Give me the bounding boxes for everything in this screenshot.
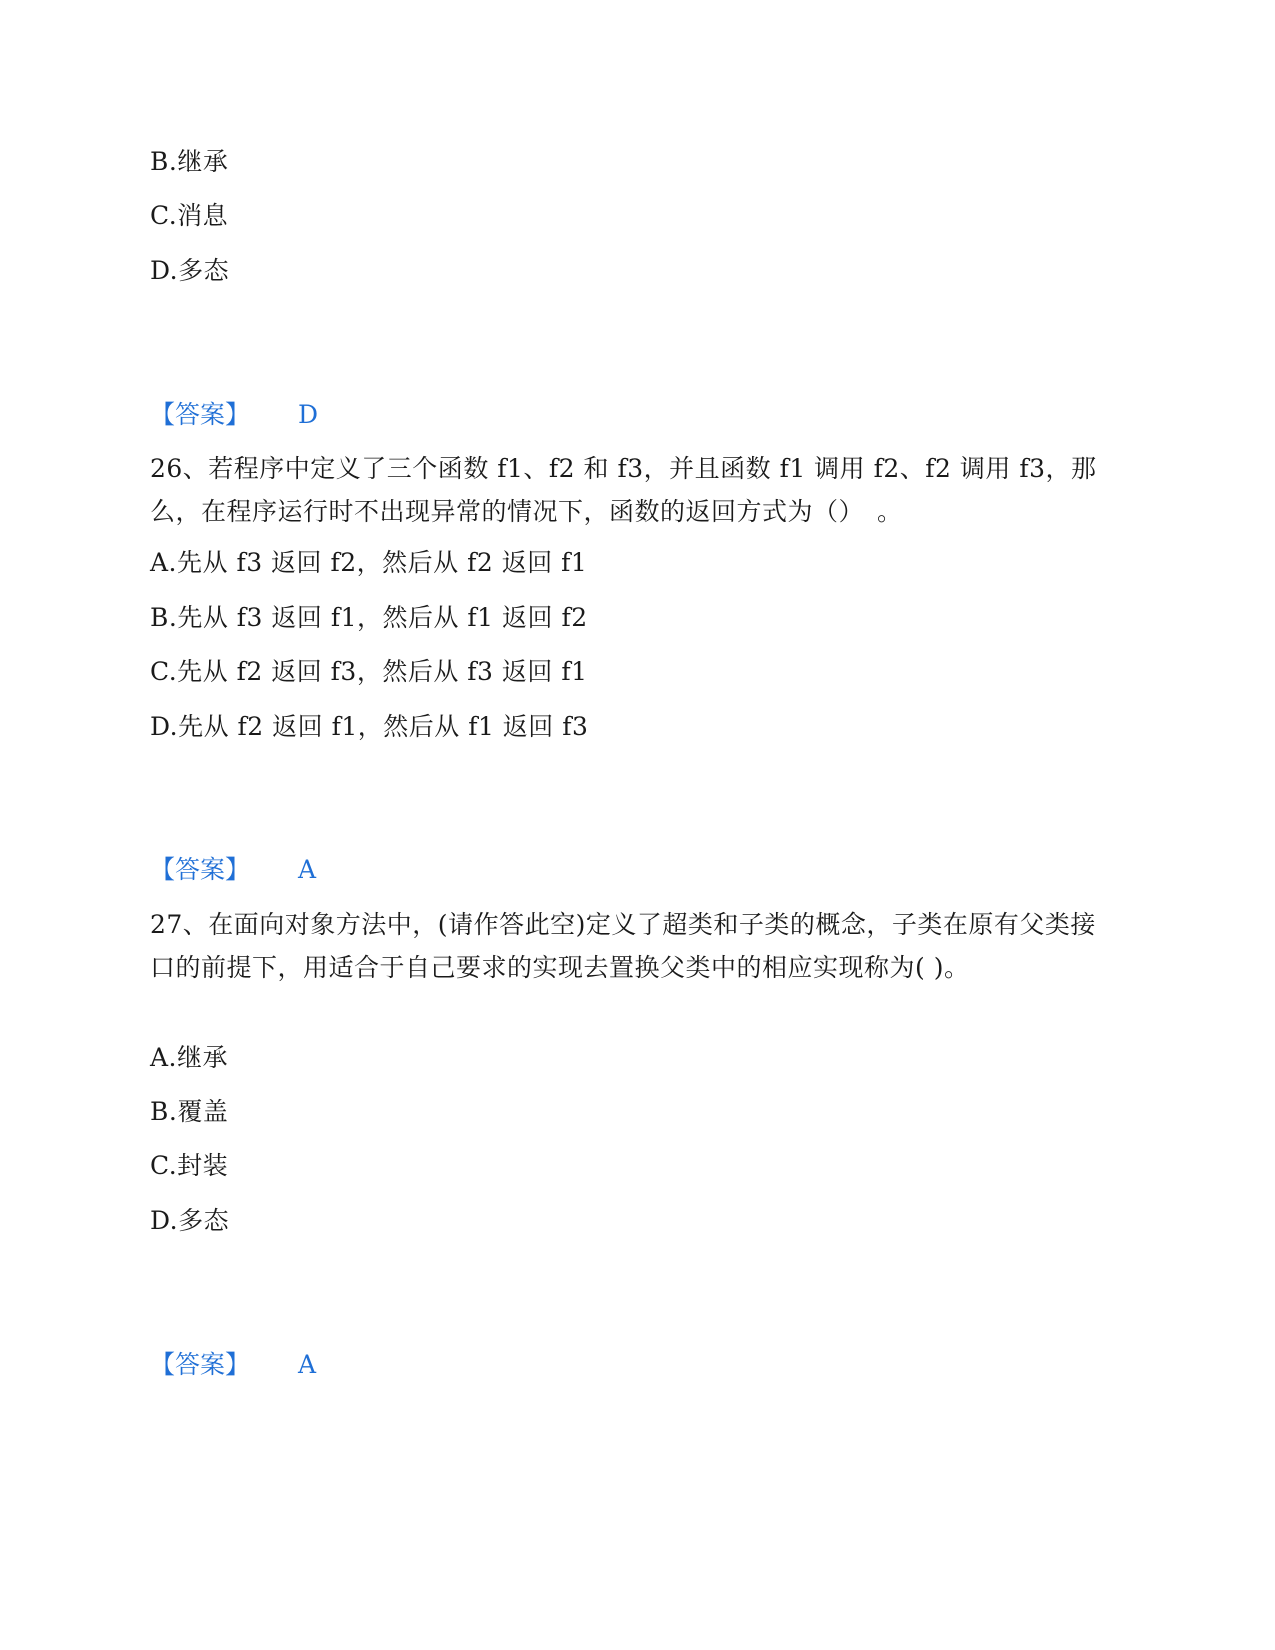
q27-stem: 27、在面向对象方法中，(请作答此空)定义了超类和子类的概念，子类在原有父类接口的前提下，用适合于自己要求的实现去置换父类中的相应实现称为( )。 — [150, 910, 1096, 982]
q26-option-c: C.先从 f2 返回 f3，然后从 f3 返回 f1 — [150, 657, 588, 686]
q26-stem: 26、若程序中定义了三个函数 f1、f2 和 f3，并且函数 f1 调用 f2、f2 调用 f3，那么，在程序运行时不出现异常的情况下，函数的返回方式为（） 。 — [150, 454, 1097, 526]
answer-label: 【答案】 — [150, 855, 251, 884]
q25-option-c: C.消息 — [150, 201, 229, 230]
q27-option-b: B.覆盖 — [150, 1097, 229, 1126]
q27-option-a: A.继承 — [150, 1043, 229, 1072]
answer-value: A — [298, 1350, 317, 1379]
q27-option-d: D.多态 — [150, 1206, 230, 1235]
q27-answer — [150, 1350, 316, 1380]
q25-answer — [150, 400, 318, 430]
q26-option-b: B.先从 f3 返回 f1，然后从 f1 返回 f2 — [150, 603, 588, 632]
answer-label: 【答案】 — [150, 400, 251, 429]
q25-option-b: B.继承 — [150, 147, 229, 176]
answer-label: 【答案】 — [150, 1350, 251, 1379]
q26-option-a: A.先从 f3 返回 f2，然后从 f2 返回 f1 — [150, 548, 588, 577]
q26-answer — [150, 855, 316, 885]
q26-option-d: D.先从 f2 返回 f1，然后从 f1 返回 f3 — [150, 712, 589, 741]
answer-value: A — [298, 855, 317, 884]
q27-option-c: C.封装 — [150, 1151, 229, 1180]
q25-option-d: D.多态 — [150, 256, 230, 285]
answer-value: D — [298, 400, 319, 429]
